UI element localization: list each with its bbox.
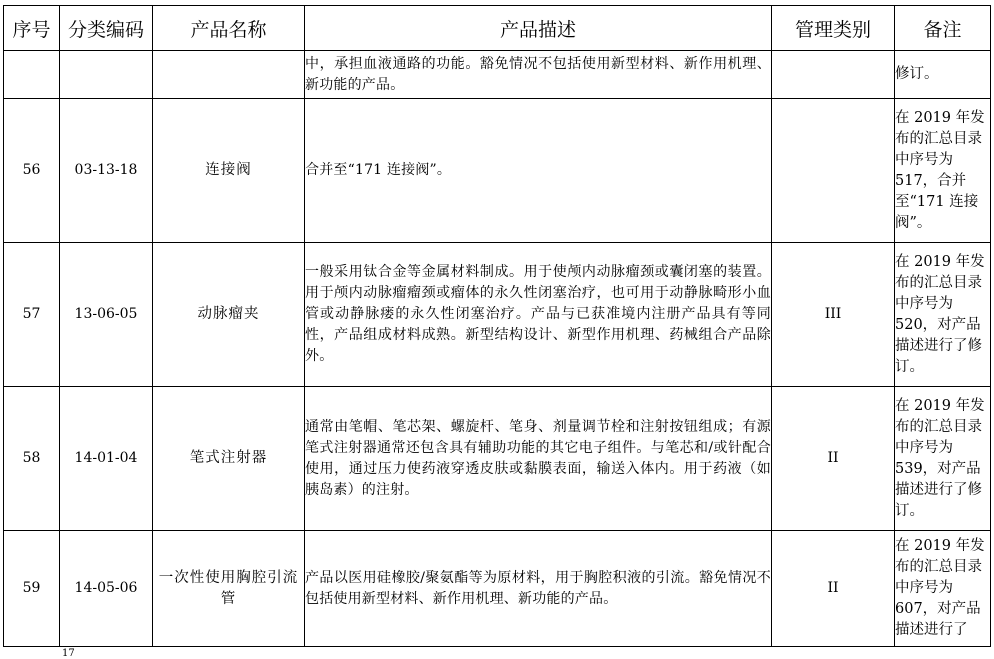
cell-remark: 在 2019 年发布的汇总目录中序号为 520，对产品描述进行了修订。 xyxy=(895,243,991,387)
cell-name: 连接阀 xyxy=(153,99,305,243)
cell-class: II xyxy=(772,387,895,531)
header-seq: 序号 xyxy=(4,6,60,51)
cell-name xyxy=(153,51,305,99)
header-remark: 备注 xyxy=(895,6,991,51)
cell-description: 中，承担血液通路的功能。豁免情况不包括使用新型材料、新作用机理、新功能的产品。 xyxy=(305,51,772,99)
exemption-catalog-table xyxy=(3,5,991,647)
table-header-row xyxy=(4,6,991,51)
header-description: 产品描述 xyxy=(305,6,772,51)
cell-seq: 56 xyxy=(4,99,60,243)
header-name: 产品名称 xyxy=(153,6,305,51)
cell-seq: 59 xyxy=(4,531,60,647)
table-row xyxy=(4,387,991,531)
table-row xyxy=(4,243,991,387)
header-code: 分类编码 xyxy=(60,6,153,51)
table-row xyxy=(4,99,991,243)
cell-name: 动脉瘤夹 xyxy=(153,243,305,387)
cell-remark: 修订。 xyxy=(895,51,991,99)
cell-class xyxy=(772,99,895,243)
cell-class: II xyxy=(772,531,895,647)
cell-description: 一般采用钛合金等金属材料制成。用于使颅内动脉瘤颈或囊闭塞的装置。用于颅内动脉瘤瘤颈或瘤体的永久性闭塞治疗，也可用于动静脉畸形小血管或动静脉瘘的永久性闭塞治疗。产品与已获准境内注册产品具有等同性，产品组成材料成熟。新型结构设计、新型作用机理、药械组合产品除外。 xyxy=(305,243,772,387)
cell-name: 一次性使用胸腔引流管 xyxy=(153,531,305,647)
cell-seq: 57 xyxy=(4,243,60,387)
cell-description: 通常由笔帽、笔芯架、螺旋杆、笔身、剂量调节栓和注射按钮组成；有源笔式注射器通常还包含具有辅助功能的其它电子组件。与笔芯和/或针配合使用，通过压力使药液穿透皮肤或黏膜表面，输送入体内。用于药液（如胰岛素）的注射。 xyxy=(305,387,772,531)
cell-remark: 在 2019 年发布的汇总目录中序号为 539，对产品描述进行了修订。 xyxy=(895,387,991,531)
cell-code: 03-13-18 xyxy=(60,99,153,243)
cell-class xyxy=(772,51,895,99)
cell-remark: 在 2019 年发布的汇总目录中序号为 517，合并至“171 连接阀”。 xyxy=(895,99,991,243)
cell-code: 13-06-05 xyxy=(60,243,153,387)
cell-description: 合并至“171 连接阀”。 xyxy=(305,99,772,243)
cell-remark: 在 2019 年发布的汇总目录中序号为 607，对产品描述进行了 xyxy=(895,531,991,647)
cell-name: 笔式注射器 xyxy=(153,387,305,531)
cell-description: 产品以医用硅橡胶/聚氨酯等为原材料，用于胸腔积液的引流。豁免情况不包括使用新型材料、新作用机理、新功能的产品。 xyxy=(305,531,772,647)
header-class: 管理类别 xyxy=(772,6,895,51)
table-row xyxy=(4,531,991,647)
page-number: 17 xyxy=(62,648,75,659)
cell-seq: 58 xyxy=(4,387,60,531)
cell-seq xyxy=(4,51,60,99)
table-row xyxy=(4,51,991,99)
cell-class: III xyxy=(772,243,895,387)
cell-code: 14-05-06 xyxy=(60,531,153,647)
cell-code: 14-01-04 xyxy=(60,387,153,531)
cell-code xyxy=(60,51,153,99)
